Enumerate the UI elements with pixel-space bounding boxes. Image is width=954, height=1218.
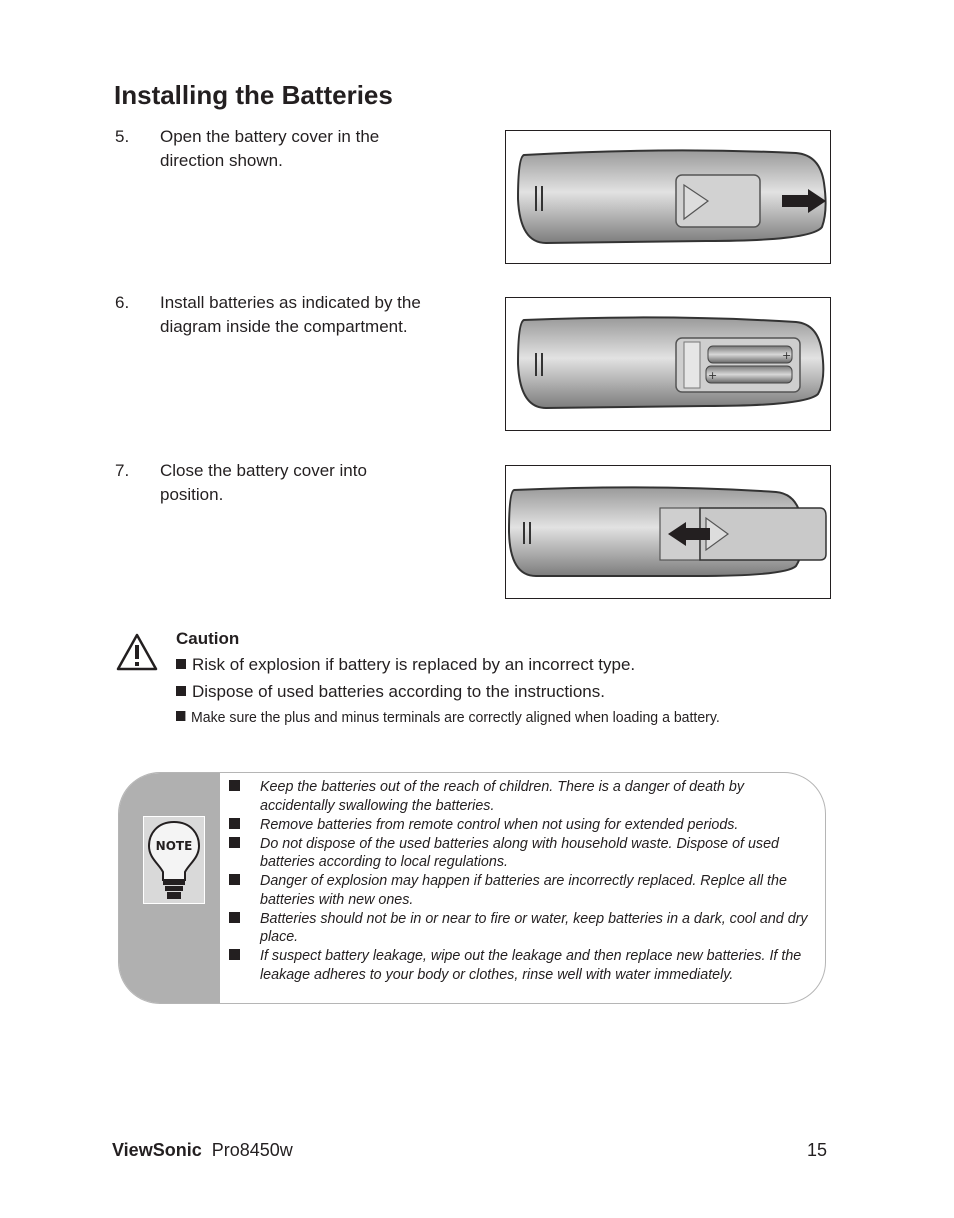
svg-text:+: + (708, 369, 718, 382)
step-number: 5. (115, 127, 130, 146)
note-item-text: Batteries should not be in or near to fire or water, keep batteries in a dark, cool and dry place. (260, 910, 808, 945)
figure-install-batteries (505, 297, 831, 431)
note-item (229, 816, 819, 835)
note-box (118, 772, 826, 1004)
note-item (229, 947, 819, 984)
note-item-text: If suspect battery leakage, wipe out the leakage and then replace new batteries. If the leakage adheres to your body or clothes, rinse well with water immediately. (260, 948, 802, 983)
figure-close-battery-cover (505, 465, 831, 599)
note-item (229, 778, 819, 815)
bullet-square-icon (229, 780, 240, 791)
bullet-square-icon (229, 874, 240, 885)
page-number: 15 (807, 1140, 828, 1160)
caution-item (176, 655, 635, 675)
footer-brand (112, 1140, 293, 1161)
caution-title: Caution (176, 629, 240, 648)
figure-open-battery-cover (505, 130, 831, 264)
remote-batteries-illustration (506, 298, 830, 430)
bullet-square-icon (229, 949, 240, 960)
note-item-text: Remove batteries from remote control when not using for extended periods. (260, 816, 739, 833)
step-text: Close the battery cover into position. (160, 461, 367, 504)
brand-name: ViewSonic (112, 1140, 202, 1160)
caution-item (176, 709, 720, 726)
note-lightbulb-icon (143, 816, 205, 904)
note-item-text: Keep the batteries out of the reach of children. There is a danger of death by accidentally swallowing the batteries. (260, 779, 745, 814)
bullet-square-icon (176, 711, 185, 721)
bullet-square-icon (229, 912, 240, 923)
warning-triangle-icon (115, 632, 159, 672)
bullet-square-icon (229, 818, 240, 829)
note-icon-label: NOTE (155, 839, 193, 853)
bullet-square-icon (229, 837, 240, 848)
page-title: Installing the Batteries (114, 80, 393, 110)
note-item (229, 835, 819, 872)
bullet-square-icon (176, 686, 186, 696)
remote-open-cover-illustration (506, 131, 830, 263)
bullet-square-icon (176, 659, 186, 669)
note-item-text: Do not dispose of the used batteries along with household waste. Dispose of used batteries according to local regulations. (260, 835, 779, 870)
caution-item-text: Dispose of used batteries according to the instructions. (192, 682, 605, 701)
note-item-text: Danger of explosion may happen if batteries are incorrectly replaced. Replce all the batteries with new ones. (260, 873, 787, 908)
note-list (229, 778, 819, 985)
caution-item (176, 682, 605, 702)
remote-close-cover-illustration (506, 466, 830, 598)
step-number: 7. (115, 461, 130, 480)
step-number: 6. (115, 293, 130, 312)
caution-item-text: Make sure the plus and minus terminals are correctly aligned when loading a battery. (191, 709, 720, 726)
model-name: Pro8450w (211, 1140, 293, 1160)
note-item (229, 910, 819, 947)
step-text: Open the battery cover in the direction shown. (160, 127, 380, 170)
caution-item-text: Risk of explosion if battery is replaced by an incorrect type. (192, 655, 636, 674)
step-text: Install batteries as indicated by the diagram inside the compartment. (160, 293, 421, 336)
note-sidebar (119, 773, 220, 1003)
svg-text:+: + (782, 349, 792, 362)
note-item (229, 872, 819, 909)
